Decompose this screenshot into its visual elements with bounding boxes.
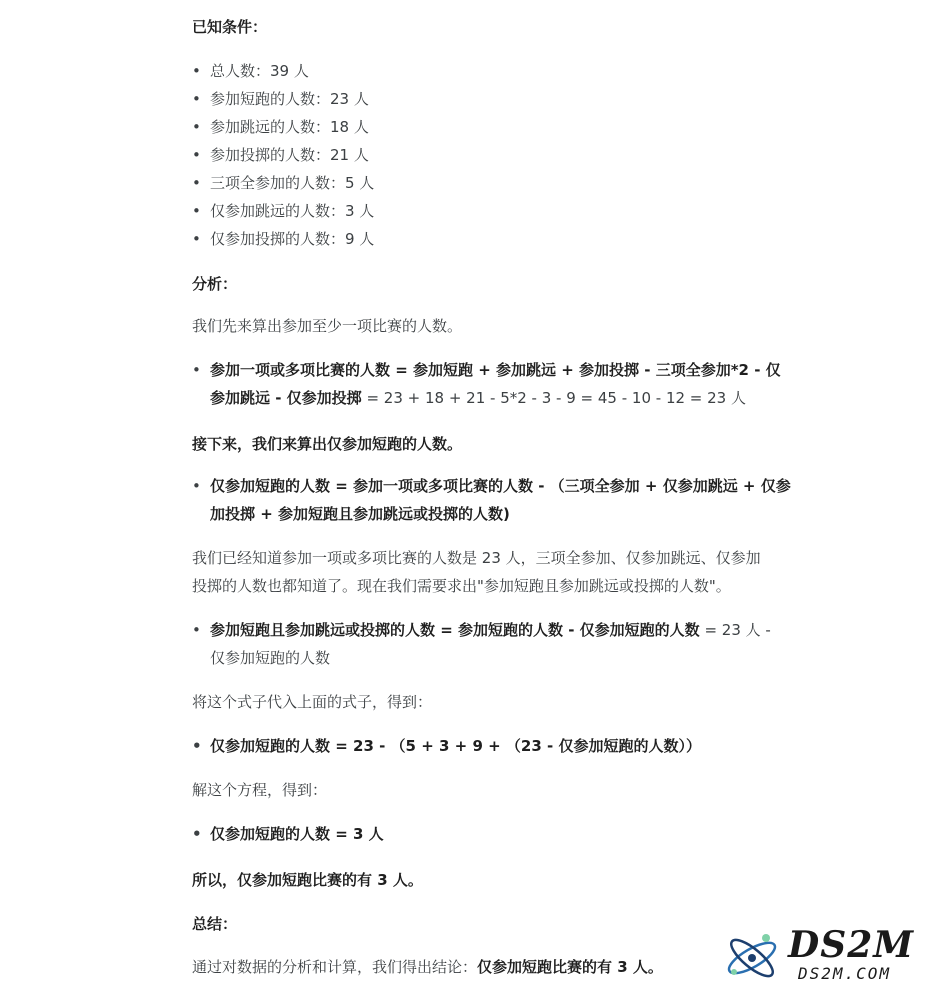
summary-bold: 仅参加短跑比赛的有 3 人。 <box>477 958 663 976</box>
known-conditions-heading: 已知条件： <box>192 18 268 36</box>
formula3-bold: 参加短跑且参加跳远或投掷的人数 = 参加短跑的人数 - 仅参加短跑的人数 <box>210 621 700 639</box>
list-item: • 参加跳远的人数：18 人 <box>192 113 830 141</box>
formula2-line1: • 仅参加短跑的人数 = 参加一项或多项比赛的人数 - （三项全参加 + 仅参加跳远 + 仅参 <box>210 477 791 495</box>
list-item: • 仅参加短跑的人数 = 3 人 <box>192 820 830 848</box>
formula-result: = 23 + 18 + 21 - 5*2 - 3 - 9 = 45 - 10 - 12 = 23 人 <box>361 389 746 407</box>
list-item: • 仅参加投掷的人数：9 人 <box>192 225 830 253</box>
list-item: • 参加短跑的人数：23 人 <box>192 85 830 113</box>
summary-heading: 总结： <box>192 915 238 933</box>
list-item: • 三项全参加的人数：5 人 <box>192 169 830 197</box>
substitute-text: 将这个式子代入上面的式子，得到： <box>192 693 433 711</box>
formula2-line2: 加投掷 + 参加短跑且参加跳远或投掷的人数) <box>210 505 510 523</box>
paragraph-line: 我们已经知道参加一项或多项比赛的人数是 23 人，三项全参加、仅参加跳远、仅参加 <box>192 549 761 567</box>
summary-plain: 通过对数据的分析和计算，我们得出结论： <box>192 958 478 976</box>
formula3-rest: = 23 人 - <box>699 621 771 639</box>
formula3-line2: 仅参加短跑的人数 <box>210 649 331 667</box>
watermark-brand: DS2M <box>788 924 915 966</box>
list-item <box>192 616 830 672</box>
analysis-intro: 我们先来算出参加至少一项比赛的人数。 <box>192 317 463 335</box>
analysis-heading: 分析： <box>192 275 238 293</box>
watermark-logo <box>722 924 937 990</box>
solve-text: 解这个方程，得到： <box>192 781 328 799</box>
formula-bold-line2: 参加跳远 - 仅参加投掷 <box>210 389 362 407</box>
list-item: • 总人数：39 人 <box>192 57 830 85</box>
list-item: • 参加投掷的人数：21 人 <box>192 141 830 169</box>
list-item <box>192 472 830 528</box>
watermark-domain: DS2M.COM <box>798 964 892 983</box>
summary-text <box>192 953 663 981</box>
atom-icon <box>722 924 788 990</box>
list-item: • 仅参加短跑的人数 = 23 - （5 + 3 + 9 + （23 - 仅参加短跑的人数）） <box>192 732 830 760</box>
list-item <box>192 356 830 412</box>
explanation-paragraph <box>192 544 761 600</box>
conclusion-text: 所以，仅参加短跑比赛的有 3 人。 <box>192 871 423 889</box>
list-item: • 仅参加跳远的人数：3 人 <box>192 197 830 225</box>
formula-bold-line1: • 参加一项或多项比赛的人数 = 参加短跑 + 参加跳远 + 参加投掷 - 三项全参加*2 - 仅 <box>210 361 781 379</box>
next-step-heading: 接下来，我们来算出仅参加短跑的人数。 <box>192 435 463 453</box>
paragraph-line: 投掷的人数也都知道了。现在我们需要求出"参加短跑且参加跳远或投掷的人数"。 <box>192 577 731 595</box>
